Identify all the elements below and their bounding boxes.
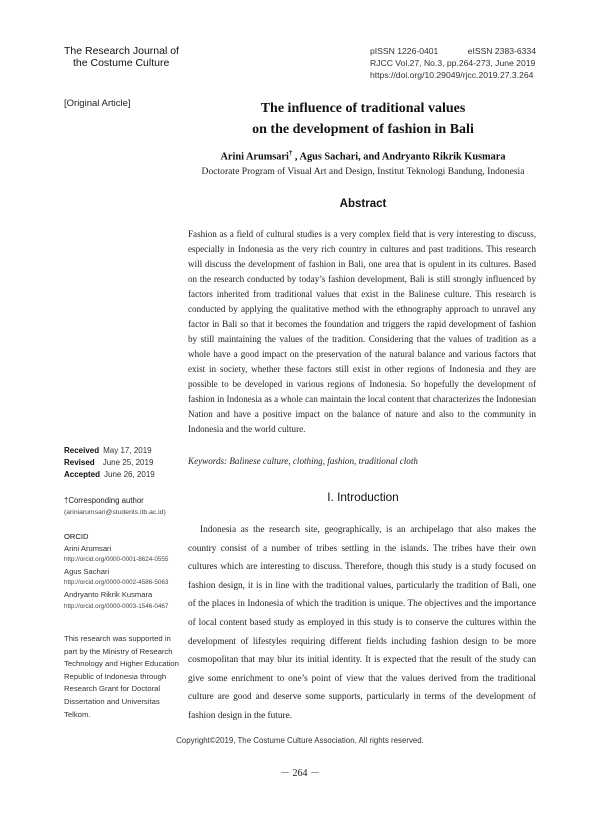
orcid-block: [64, 531, 168, 612]
orcid-link[interactable]: http://orcid.org/0000-0003-1546-0467: [64, 602, 169, 610]
eissn: eISSN 2383-6334: [467, 46, 536, 56]
keywords: Keywords: Balinese culture, clothing, fashion, traditional cloth: [188, 456, 418, 466]
corresponding-label: †Corresponding author: [64, 496, 144, 505]
doi-link[interactable]: https://doi.org/10.29049/rjcc.2019.27.3.264: [370, 70, 534, 80]
publication-meta: [370, 45, 536, 81]
paper-title: [190, 98, 536, 140]
page-number: － 264 －: [280, 768, 320, 779]
corresponding-mark: †: [288, 149, 293, 157]
article-type: [Original Article]: [64, 98, 131, 109]
paper-title-line2: on the development of fashion in Bali: [252, 122, 474, 137]
funding-note: This research was supported in part by the Ministry of Research Technology and Higher Education Republic of Indonesia through Research Grant for Doctoral Dissertation and Universitas Telkom.: [64, 634, 179, 719]
orcid-name: Andryanto Rikrik Kusmara: [64, 589, 153, 599]
revised-label: Revised: [64, 458, 95, 467]
affiliation: Doctorate Program of Visual Art and Design, Institut Teknologi Bandung, Indonesia: [201, 166, 525, 177]
abstract-heading: Abstract: [339, 198, 387, 210]
citation: RJCC Vol.27, No.3, pp.264-273, June 2019: [370, 58, 536, 68]
pissn: pISSN 1226-0401: [370, 46, 439, 56]
revised-date: June 25, 2019: [102, 458, 154, 467]
accepted-label: Accepted: [64, 470, 101, 479]
orcid-link[interactable]: http://orcid.org/0000-0002-4586-5063: [64, 579, 169, 587]
first-author: Arini Arumsari: [220, 151, 289, 163]
other-authors: , Agus Sachari, and Andryanto Rikrik Kusmara: [292, 151, 506, 163]
abstract-text: Fashion as a field of cultural studies is a very complex field that is very interesting to discuss, especially in Indonesia as the very rich country in cultures and past traditions. This research will discuss the development of fashion in Bali, one area that is opulent in its cultures. Based on the research conducted by today’s fashion development, Bali is still strongly influenced by factors inherited from traditional values that exist in the Balinese culture. This research is conducted by applying the qualitative method with the ethnography approach to unravel any factor in Bali so that it becomes the foundation and triggers the rapid development of fashion by still maintaining the values of the tradition. Considering that the values of tradition as a whole have a good impact on the preservation of the natural balance and various factors that exist in society, whether these factors still exist in other regions of Indonesia and they are possible to be developed in various regions of Indonesia. So hopefully the development of fashion in Indonesia as a whole can maintain the local content that characterizes the Indonesian Nation and have a positive impact on the balance of nature and also to the community in Indonesia and the world culture.: [188, 229, 536, 434]
article-dates: [64, 445, 155, 481]
journal-name-line2: the Costume Culture: [73, 57, 170, 69]
accepted-date: June 26, 2019: [104, 470, 155, 479]
corresponding-email[interactable]: (ariniarumsari@students.itb.ac.id): [64, 509, 166, 516]
orcid-link[interactable]: http://orcid.org/0000-0001-8624-0555: [64, 556, 169, 564]
orcid-name: Agus Sachari: [64, 566, 110, 576]
paper-title-line1: The influence of traditional values: [260, 101, 466, 116]
received-date: May 17, 2019: [103, 446, 152, 455]
received-label: Received: [64, 446, 100, 455]
author-list: [190, 149, 536, 162]
copyright-notice: Copyright©2019, The Costume Culture Association. All rights reserved.: [176, 736, 424, 745]
introduction-text: Indonesia as the research site, geographically, is an archipelago that also makes the country consist of a number of tribes settling in the islands. The tribes have their own cultures which are interesting to discuss. Therefore, though this study is a study focused on fashion design, it is in line with the traditional values, particularly the tradition of Bali, one of the places in Indonesia of which the tradition is unique. The objectives and the importance of local content based study as employed in this study is to conserve the cultures within the development of lifestyles requiring different fields including fashion design to be more cosmopolitan that may blur its initial identity. It is expected that the result of the study can give some enrichment to one’s point of view that the values derived from the traditional culture are good and deserve some supports, particularly in terms of the development of fashion design in the future.: [188, 525, 536, 721]
journal-name-line1: The Research Journal of: [64, 45, 179, 57]
journal-name: [64, 45, 179, 69]
orcid-name: Arini Arumsari: [64, 543, 112, 553]
introduction-heading: I. Introduction: [327, 490, 399, 504]
corresponding-author: [64, 495, 166, 519]
orcid-heading: ORCID: [64, 532, 89, 541]
